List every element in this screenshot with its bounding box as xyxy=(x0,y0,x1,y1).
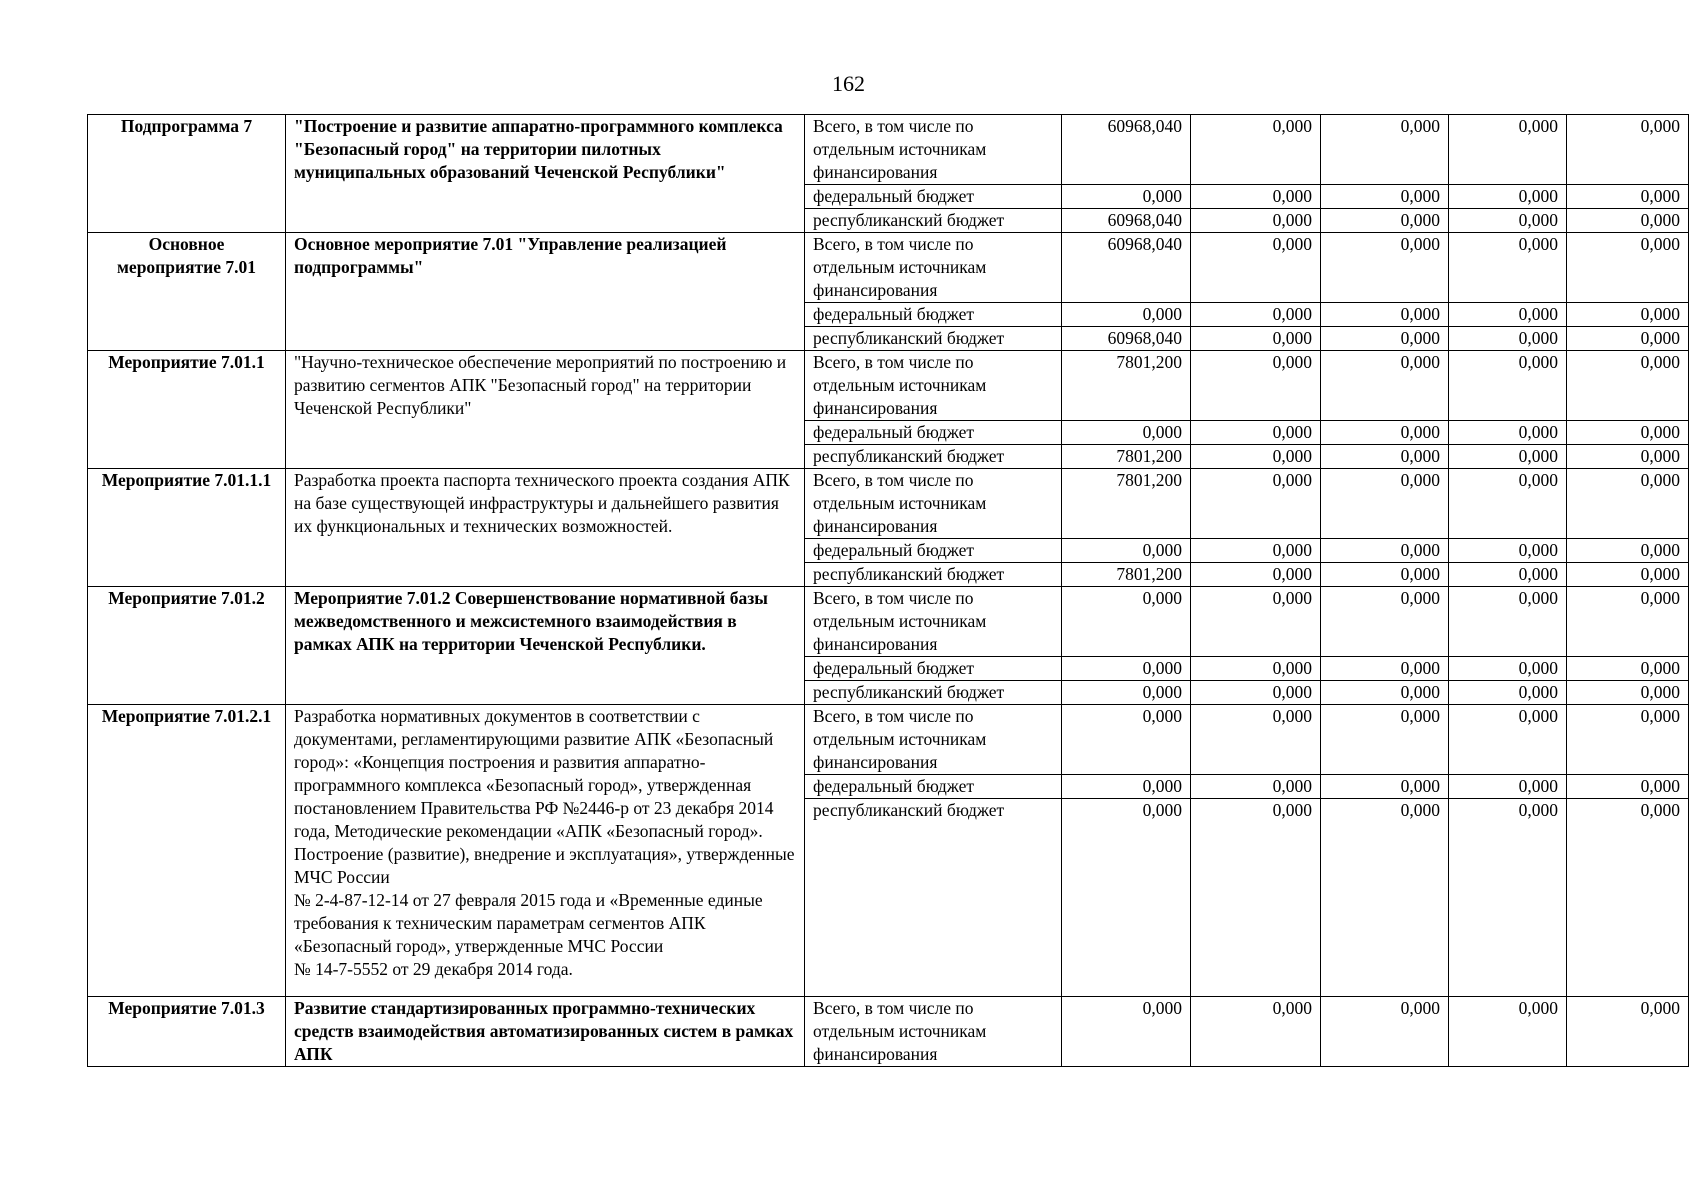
funding-source: республиканский бюджет xyxy=(805,445,1062,469)
amount-cell: 60968,040 xyxy=(1062,115,1191,185)
amount-cell: 0,000 xyxy=(1191,185,1321,209)
funding-source: республиканский бюджет xyxy=(805,681,1062,705)
measure-name: Мероприятие 7.01.2 Совершенствование нормативной базы межведомственного и межсистемного взаимодействия в рамках АПК на территории Чеченской Республики. xyxy=(286,587,805,705)
funding-source: Всего, в том числе по отдельным источникам финансирования xyxy=(805,351,1062,421)
funding-source: федеральный бюджет xyxy=(805,775,1062,799)
amount-cell: 0,000 xyxy=(1567,233,1689,303)
amount-cell: 0,000 xyxy=(1449,445,1567,469)
amount-cell: 0,000 xyxy=(1321,469,1449,539)
amount-cell: 0,000 xyxy=(1567,351,1689,421)
measure-code: Мероприятие 7.01.1 xyxy=(88,351,286,469)
amount-cell: 0,000 xyxy=(1191,587,1321,657)
amount-cell: 0,000 xyxy=(1191,209,1321,233)
amount-cell: 0,000 xyxy=(1567,115,1689,185)
amount-cell: 0,000 xyxy=(1191,775,1321,799)
amount-cell: 0,000 xyxy=(1449,799,1567,997)
funding-source: федеральный бюджет xyxy=(805,539,1062,563)
amount-cell: 0,000 xyxy=(1449,469,1567,539)
amount-cell: 0,000 xyxy=(1449,657,1567,681)
amount-cell: 0,000 xyxy=(1567,997,1689,1067)
funding-table-body xyxy=(88,115,1689,1067)
funding-source: республиканский бюджет xyxy=(805,799,1062,997)
amount-cell: 0,000 xyxy=(1321,351,1449,421)
amount-cell: 0,000 xyxy=(1567,185,1689,209)
amount-cell: 0,000 xyxy=(1567,775,1689,799)
amount-cell: 0,000 xyxy=(1062,657,1191,681)
table-row xyxy=(88,997,1689,1067)
amount-cell: 0,000 xyxy=(1191,469,1321,539)
table-row xyxy=(88,351,1689,421)
amount-cell: 0,000 xyxy=(1062,681,1191,705)
amount-cell: 0,000 xyxy=(1321,681,1449,705)
amount-cell: 0,000 xyxy=(1321,587,1449,657)
funding-source: Всего, в том числе по отдельным источникам финансирования xyxy=(805,587,1062,657)
amount-cell: 0,000 xyxy=(1567,539,1689,563)
amount-cell: 0,000 xyxy=(1449,681,1567,705)
measure-name: "Построение и развитие аппаратно-программного комплекса "Безопасный город" на территории пилотных муниципальных образований Чеченской Республики" xyxy=(286,115,805,233)
amount-cell: 0,000 xyxy=(1191,421,1321,445)
amount-cell: 0,000 xyxy=(1191,997,1321,1067)
amount-cell: 0,000 xyxy=(1567,587,1689,657)
funding-source: федеральный бюджет xyxy=(805,185,1062,209)
amount-cell: 0,000 xyxy=(1321,185,1449,209)
funding-source: республиканский бюджет xyxy=(805,563,1062,587)
amount-cell: 0,000 xyxy=(1191,445,1321,469)
amount-cell: 0,000 xyxy=(1191,657,1321,681)
amount-cell: 0,000 xyxy=(1191,563,1321,587)
amount-cell: 0,000 xyxy=(1449,233,1567,303)
amount-cell: 0,000 xyxy=(1191,115,1321,185)
amount-cell: 0,000 xyxy=(1191,327,1321,351)
measure-code: Мероприятие 7.01.2 xyxy=(88,587,286,705)
amount-cell: 0,000 xyxy=(1062,997,1191,1067)
amount-cell: 0,000 xyxy=(1321,563,1449,587)
amount-cell: 0,000 xyxy=(1062,303,1191,327)
amount-cell: 0,000 xyxy=(1449,351,1567,421)
amount-cell: 0,000 xyxy=(1321,705,1449,775)
amount-cell: 0,000 xyxy=(1062,587,1191,657)
amount-cell: 0,000 xyxy=(1321,775,1449,799)
amount-cell: 7801,200 xyxy=(1062,351,1191,421)
amount-cell: 0,000 xyxy=(1449,115,1567,185)
amount-cell: 0,000 xyxy=(1567,327,1689,351)
amount-cell: 0,000 xyxy=(1062,539,1191,563)
amount-cell: 0,000 xyxy=(1449,563,1567,587)
amount-cell: 0,000 xyxy=(1191,233,1321,303)
amount-cell: 0,000 xyxy=(1449,185,1567,209)
amount-cell: 0,000 xyxy=(1449,587,1567,657)
table-row xyxy=(88,115,1689,185)
funding-source: федеральный бюджет xyxy=(805,421,1062,445)
amount-cell: 0,000 xyxy=(1321,233,1449,303)
amount-cell: 0,000 xyxy=(1191,799,1321,997)
measure-name: Разработка проекта паспорта технического проекта создания АПК на базе существующей инфраструктуры и дальнейшего развития их функциональных и технических возможностей. xyxy=(286,469,805,587)
amount-cell: 0,000 xyxy=(1449,705,1567,775)
amount-cell: 0,000 xyxy=(1321,327,1449,351)
amount-cell: 0,000 xyxy=(1567,705,1689,775)
amount-cell: 0,000 xyxy=(1191,539,1321,563)
amount-cell: 0,000 xyxy=(1567,445,1689,469)
amount-cell: 0,000 xyxy=(1321,421,1449,445)
amount-cell: 7801,200 xyxy=(1062,445,1191,469)
amount-cell: 0,000 xyxy=(1449,775,1567,799)
funding-source: федеральный бюджет xyxy=(805,303,1062,327)
amount-cell: 0,000 xyxy=(1191,681,1321,705)
amount-cell: 0,000 xyxy=(1449,303,1567,327)
table-row xyxy=(88,469,1689,539)
funding-source: Всего, в том числе по отдельным источникам финансирования xyxy=(805,115,1062,185)
measure-name: Разработка нормативных документов в соответствии с документами, регламентирующими развитие АПК «Безопасный город»: «Концепция построения и развития аппаратно-программного комплекса «Безопасный город», утвержденная постановлением Правительства РФ №2446-р от 23 декабря 2014 года, Методические рекомендации «АПК «Безопасный город». Построение (развитие), внедрение и эксплуатация», утвержденные МЧС России № 2-4-87-12-14 от 27 февраля 2015 года и «Временные единые требования к техническим параметрам сегментов АПК «Безопасный город», утвержденные МЧС России № 14-7-5552 от 29 декабря 2014 года. xyxy=(286,705,805,997)
amount-cell: 0,000 xyxy=(1321,539,1449,563)
amount-cell: 0,000 xyxy=(1191,351,1321,421)
amount-cell: 0,000 xyxy=(1567,681,1689,705)
amount-cell: 0,000 xyxy=(1191,303,1321,327)
amount-cell: 0,000 xyxy=(1449,209,1567,233)
amount-cell: 60968,040 xyxy=(1062,209,1191,233)
amount-cell: 0,000 xyxy=(1567,209,1689,233)
funding-source: Всего, в том числе по отдельным источникам финансирования xyxy=(805,705,1062,775)
funding-source: Всего, в том числе по отдельным источникам финансирования xyxy=(805,469,1062,539)
funding-source: Всего, в том числе по отдельным источникам финансирования xyxy=(805,997,1062,1067)
funding-source: Всего, в том числе по отдельным источникам финансирования xyxy=(805,233,1062,303)
amount-cell: 0,000 xyxy=(1321,799,1449,997)
table-row xyxy=(88,587,1689,657)
amount-cell: 0,000 xyxy=(1062,421,1191,445)
measure-code: Мероприятие 7.01.1.1 xyxy=(88,469,286,587)
amount-cell: 0,000 xyxy=(1321,209,1449,233)
table-row xyxy=(88,705,1689,775)
amount-cell: 0,000 xyxy=(1062,185,1191,209)
amount-cell: 0,000 xyxy=(1321,997,1449,1067)
measure-name: Основное мероприятие 7.01 "Управление реализацией подпрограммы" xyxy=(286,233,805,351)
funding-source: республиканский бюджет xyxy=(805,327,1062,351)
amount-cell: 0,000 xyxy=(1449,421,1567,445)
measure-code: Мероприятие 7.01.2.1 xyxy=(88,705,286,997)
funding-table xyxy=(87,114,1689,1067)
funding-source: республиканский бюджет xyxy=(805,209,1062,233)
amount-cell: 0,000 xyxy=(1321,445,1449,469)
measure-code: Подпрограмма 7 xyxy=(88,115,286,233)
measure-code: Мероприятие 7.01.3 xyxy=(88,997,286,1067)
amount-cell: 0,000 xyxy=(1567,799,1689,997)
amount-cell: 0,000 xyxy=(1567,303,1689,327)
amount-cell: 0,000 xyxy=(1567,421,1689,445)
amount-cell: 0,000 xyxy=(1191,705,1321,775)
amount-cell: 60968,040 xyxy=(1062,327,1191,351)
amount-cell: 0,000 xyxy=(1321,115,1449,185)
amount-cell: 60968,040 xyxy=(1062,233,1191,303)
funding-source: федеральный бюджет xyxy=(805,657,1062,681)
amount-cell: 7801,200 xyxy=(1062,469,1191,539)
table-row xyxy=(88,233,1689,303)
amount-cell: 0,000 xyxy=(1062,775,1191,799)
amount-cell: 0,000 xyxy=(1567,469,1689,539)
amount-cell: 0,000 xyxy=(1449,997,1567,1067)
amount-cell: 0,000 xyxy=(1449,327,1567,351)
page-number: 162 xyxy=(832,71,865,96)
amount-cell: 0,000 xyxy=(1062,799,1191,997)
measure-name: "Научно-техническое обеспечение мероприятий по построению и развитию сегментов АПК "Безопасный город" на территории Чеченской Республики" xyxy=(286,351,805,469)
measure-name: Развитие стандартизированных программно-технических средств взаимодействия автоматизированных систем в рамках АПК xyxy=(286,997,805,1067)
amount-cell: 0,000 xyxy=(1567,657,1689,681)
measure-code: Основное мероприятие 7.01 xyxy=(88,233,286,351)
amount-cell: 0,000 xyxy=(1449,539,1567,563)
amount-cell: 0,000 xyxy=(1062,705,1191,775)
amount-cell: 0,000 xyxy=(1567,563,1689,587)
amount-cell: 0,000 xyxy=(1321,303,1449,327)
amount-cell: 7801,200 xyxy=(1062,563,1191,587)
amount-cell: 0,000 xyxy=(1321,657,1449,681)
